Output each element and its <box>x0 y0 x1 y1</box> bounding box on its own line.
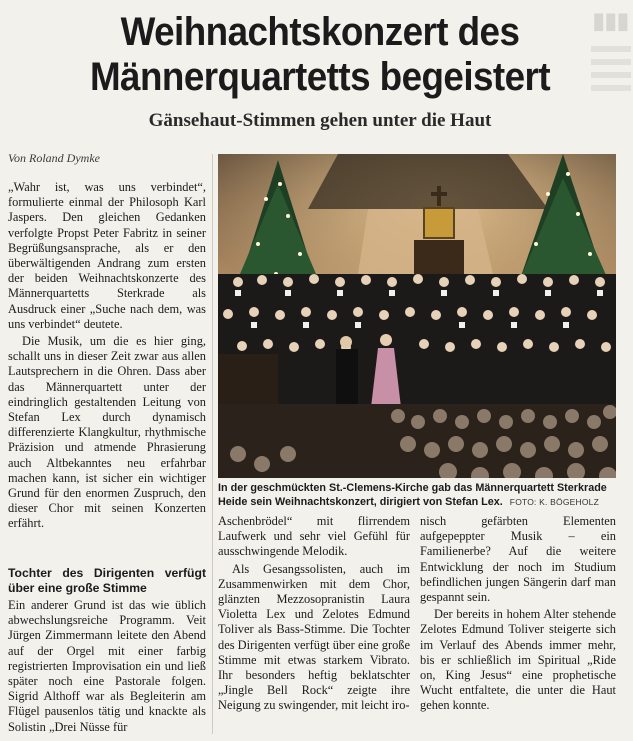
headline <box>62 10 577 100</box>
caption-text: In der geschmückten St.-Clemens-Kirche gab das Männerquartett Sterkrade Heide sein Weihnachtskonzert, dirigiert von Stefan Lex. <box>218 482 607 508</box>
paragraph-4: Aschenbrödel“ mit flirrendem Laufwerk und sehr viel Gefühl für ausschwingende Melodik. <box>218 514 410 559</box>
ceiling-beams <box>308 154 548 209</box>
concert-photo <box>218 154 616 478</box>
left-column-bottom <box>8 566 206 735</box>
right-column <box>420 514 616 714</box>
byline: Von Roland Dymke <box>8 151 100 165</box>
middle-column <box>218 514 410 714</box>
photo-caption <box>218 481 616 509</box>
paragraph-6: nisch gefärbten Elementen aufgepeppter Musik – ein Familienerbe? Auf die weitere Entwicklung der noch im Studium befindlichen jungen Sängerin darf man gespannt sein. <box>420 514 616 605</box>
altar <box>414 240 464 276</box>
paragraph-7: Der bereits in hohem Alter stehende Zelotes Edmund Toliver steigerte sich im Verlauf des Abends immer mehr, bis er schließlich im Spiritual „Ride on, King Jesus“ eine prophetische Wucht entfaltete, die unter die Haut gehen konnte. <box>420 607 616 713</box>
subheadline: Gänsehaut-Stimmen gehen unter die Haut <box>148 110 492 131</box>
paragraph-2: Die Musik, um die es hier ging, schallt uns in dieser Zeit zwar aus allen Lautsprechern in die Ohren. Dass aber das Männerquartett unter der eindringlich gestaltenden Leitung von Stefan Lex durch dynamisch differenzierte Klangkultur, rhythmische Präzision und atmende Phrasierung auch Altbekanntes neu erfahrbar machen kann, ist sicher ein wichtiger Grund für den enormen Zuspruch, den dieser Chor mit seinen Konzerten erfährt. <box>8 334 206 531</box>
column-divider <box>212 154 213 734</box>
paragraph-1: „Wahr ist, was uns verbindet“, formulierte einmal der Philosoph Karl Jaspers. Den gleichen Gedanken verfolgte Propst Peter Fabritz in seiner Begrüßungsansprache, als er den überwältigenden Andrang zum ersten der beiden Weihnachtskonzerte des Männerquartetts Sterkrade als Ausdruck einer „Suche nach dem, was uns verbindet“ deutete. <box>8 180 206 331</box>
left-column-top <box>8 180 206 532</box>
adjacent-column-bleed <box>591 46 631 98</box>
audience <box>218 404 616 478</box>
altar-cross-panel <box>424 208 454 238</box>
photo-credit: FOTO: K. BÖGEHOLZ <box>509 497 599 507</box>
headline-line-2: Männerquartetts begeistert <box>89 55 551 99</box>
adjacent-article-bleed: ▮▮▮ <box>592 8 629 33</box>
headline-line-1: Weihnachtskonzert des <box>120 10 520 54</box>
paragraph-5: Als Gesangssolisten, auch im Zusammenwirken mit dem Chor, glänzten Mezzosopranistin Laura Violetta Lex und Zelotes Edmund Toliver als Bass-Stimme. Die Tochter des Dirigenten verfügt über eine große Stimme mit etwas starkem Vibrato. Ihr besonders heftig beklatschter „Jingle Bell Rock“ zeigte ihre Neigung zu swingender, mit leicht iro- <box>218 561 410 713</box>
section-subtitle: Tochter des Dirigenten verfügt über eine große Stimme <box>8 566 206 595</box>
paragraph-3: Ein anderer Grund ist das wie üblich abwechslungsreiche Programm. Veit Jürgen Zimmermann leitete den Abend auf der Orgel mit einer farbig registrierten Improvisation ein und ließ später noch eine Pastorale folgen. Sigrid Althoff war als Begleiterin am Flügel pausenlos tätig und knackte als Solistin „Drei Nüsse für <box>8 598 206 734</box>
